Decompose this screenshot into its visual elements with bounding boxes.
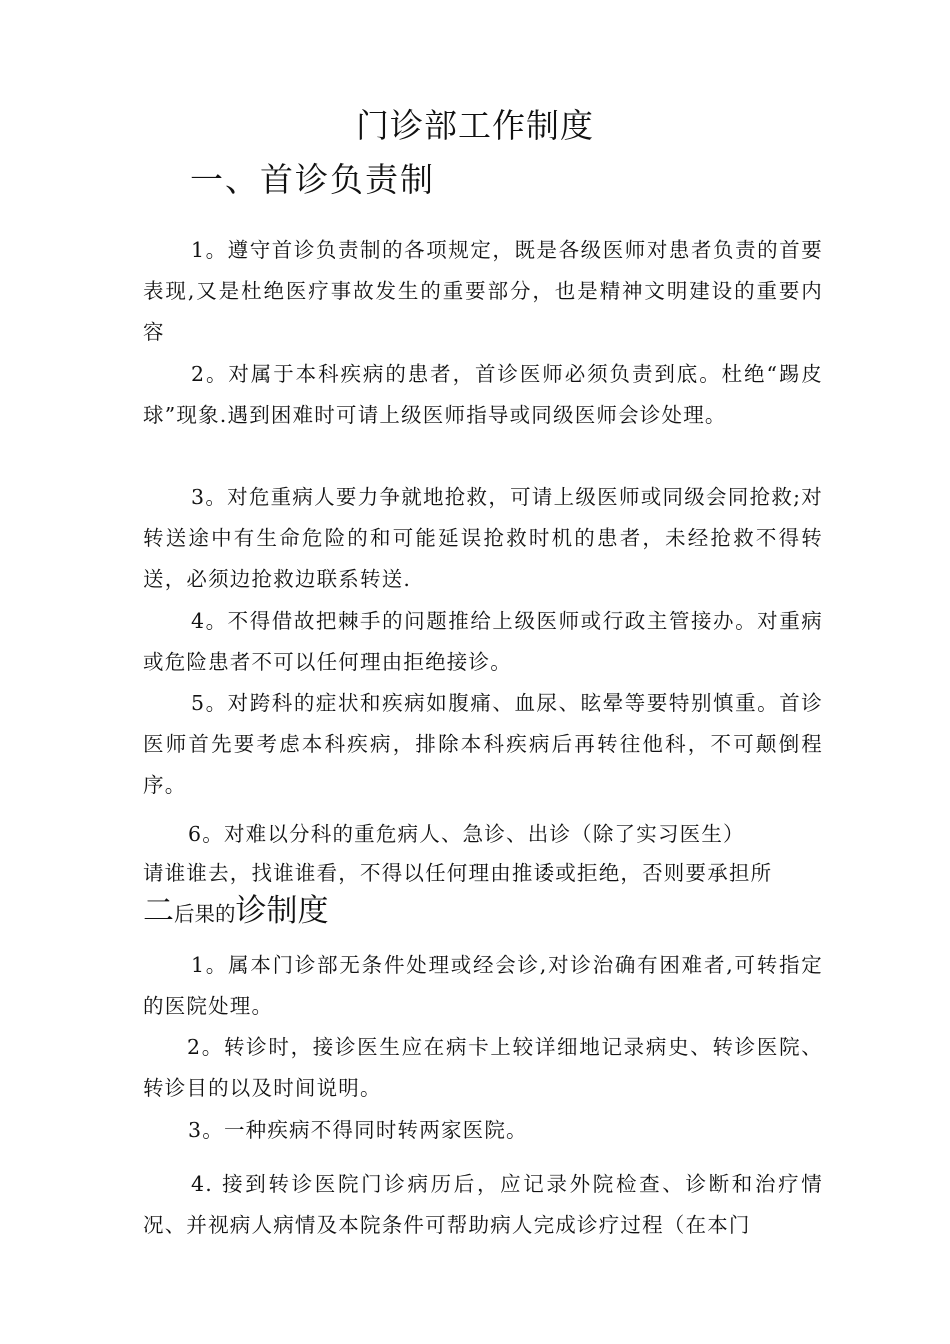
- paragraph-item-5: [143, 683, 823, 806]
- paragraph-item-4: [143, 601, 823, 683]
- paragraph-text: 4. 接到转诊医院门诊病历后，应记录外院检查、诊断和治疗情况、并视病人病情及本院条件可帮助病人完成诊疗过程（在本门: [143, 1172, 823, 1237]
- paragraph-referral-2: [143, 1027, 823, 1109]
- paragraph-item-6-line-2: 请谁谁去，找谁谁看，不得以任何理由推诿或拒绝，否则要承担所: [143, 861, 773, 885]
- paragraph-text: 5。对跨科的症状和疾病如腹痛、血尿、眩晕等要特别慎重。首诊医师首先要考虑本科疾病，排除本科疾病后再转往他科，不可颠倒程序。: [143, 691, 823, 797]
- paragraph-text: 1。属本门诊部无条件处理或经会诊,对诊治确有困难者,可转指定的医院处理。: [143, 953, 823, 1018]
- paragraph-text: 2。对属于本科疾病的患者，首诊医师必须负责到底。杜绝“踢皮球”现象.遇到困难时可请上级医师指导或同级医师会诊处理。: [143, 362, 823, 427]
- heading-fragment: 后果的: [174, 902, 236, 926]
- document-title: 门诊部工作制度: [356, 106, 594, 145]
- paragraph-item-6-line-1: 6。对难以分科的重危病人、急诊、出诊（除了实习医生）: [188, 822, 745, 846]
- heading-fragment: 二: [143, 893, 174, 929]
- section-heading-first-visit: 一、首诊负责制: [190, 160, 435, 199]
- paragraph-referral-3: 3。一种疾病不得同时转两家医院。: [188, 1118, 528, 1142]
- paragraph-item-3: [143, 477, 823, 600]
- heading-fragment: 诊制度: [235, 893, 329, 929]
- paragraph-referral-4: [143, 1164, 823, 1246]
- paragraph-text: 1。遵守首诊负责制的各项规定，既是各级医师对患者负责的首要表现,又是杜绝医疗事故发生的重要部分，也是精神文明建设的重要内容: [143, 238, 823, 344]
- section-heading-referral: [143, 887, 329, 940]
- paragraph-item-2: [143, 354, 823, 436]
- paragraph-item-1: [143, 230, 823, 353]
- paragraph-text: 2。转诊时，接诊医生应在病卡上较详细地记录病史、转诊医院、转诊目的以及时间说明。: [143, 1035, 823, 1100]
- paragraph-text: 3。对危重病人要力争就地抢救，可请上级医师或同级会同抢救;对转送途中有生命危险的和可能延误抢救时机的患者，未经抢救不得转送，必须边抢救边联系转送.: [143, 485, 823, 591]
- paragraph-referral-1: [143, 945, 823, 1027]
- paragraph-text: 4。不得借故把棘手的问题推给上级医师或行政主管接办。对重病或危险患者不可以任何理由拒绝接诊。: [143, 609, 823, 674]
